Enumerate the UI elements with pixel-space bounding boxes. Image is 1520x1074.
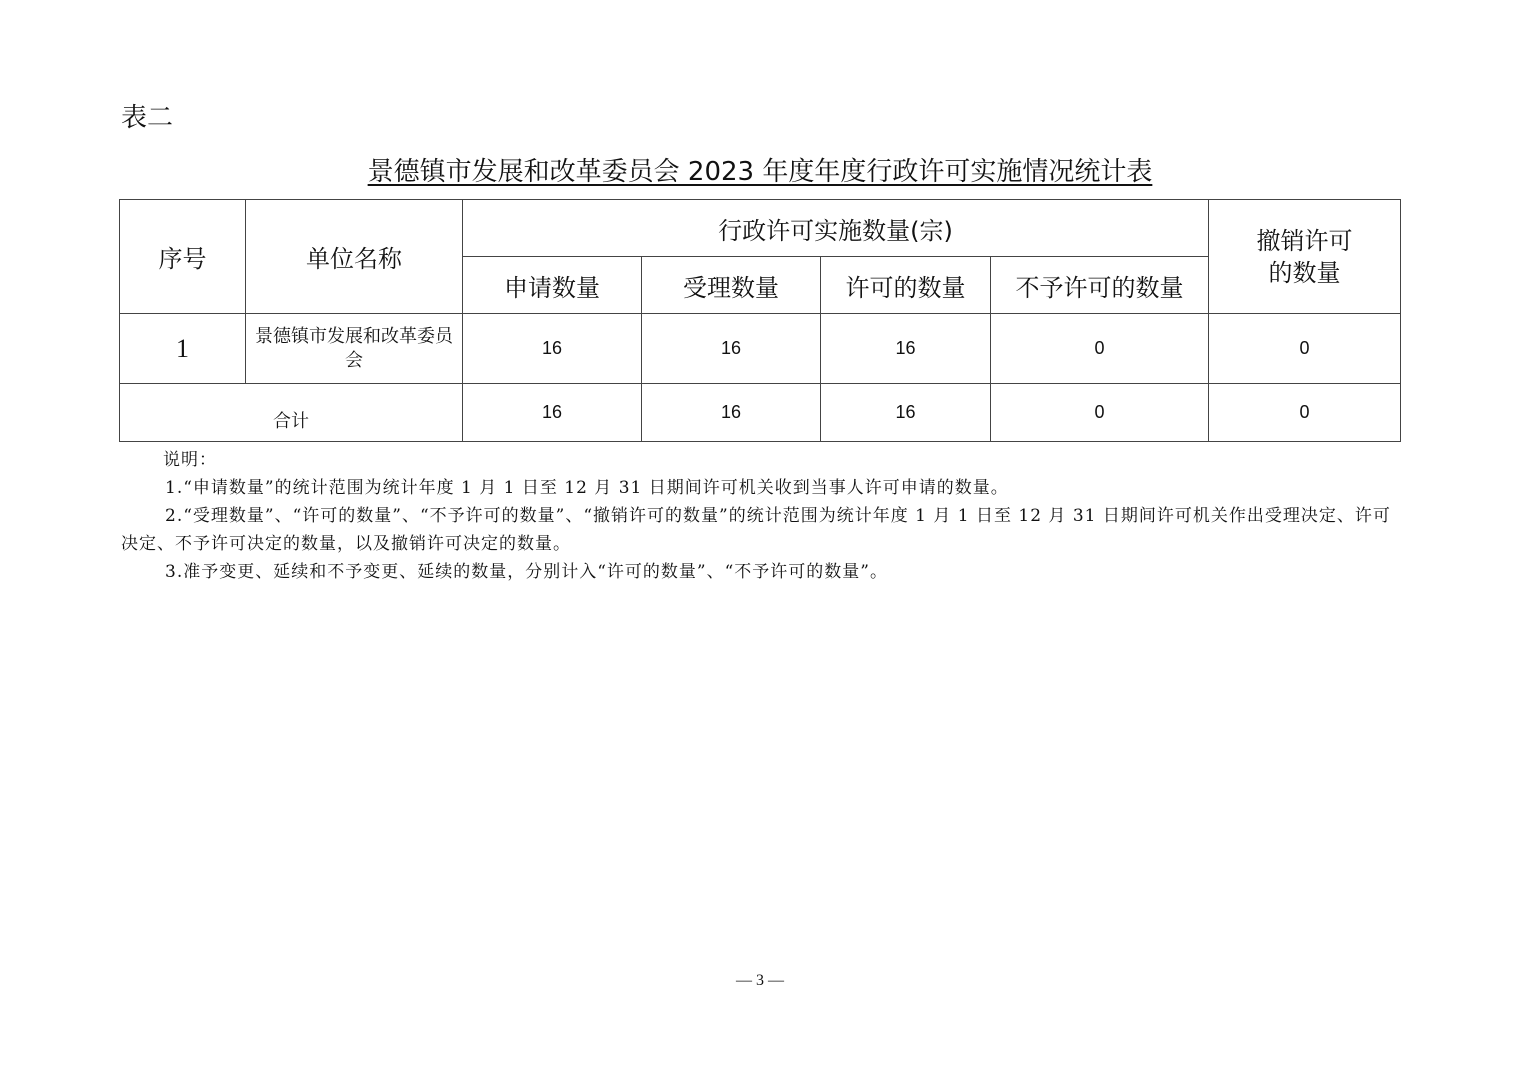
header-permit-count-group: 行政许可实施数量(宗) <box>463 200 1209 257</box>
total-row <box>120 384 1401 442</box>
table-row <box>120 314 1401 384</box>
note-item-2: 2.“受理数量”、“许可的数量”、“不予许可的数量”、“撤销许可的数量”的统计范围为统计年度 1 月 1 日至 12 月 31 日期间许可机关作出受理决定、许可决定、不予许可决定的数量，以及撤销许可决定的数量。 <box>121 506 1391 554</box>
header-applications: 申请数量 <box>463 257 642 314</box>
header-permitted: 许可的数量 <box>821 257 991 314</box>
notes-heading: 说明： <box>163 450 217 470</box>
total-accepted: 16 <box>642 384 821 442</box>
total-permitted: 16 <box>821 384 991 442</box>
row-permitted: 16 <box>821 314 991 384</box>
header-accepted: 受理数量 <box>642 257 821 314</box>
header-not-permitted: 不予许可的数量 <box>991 257 1209 314</box>
row-accepted: 16 <box>642 314 821 384</box>
title-text: 景德镇市发展和改革委员会 2023 年度年度行政许可实施情况统计表 <box>367 157 1153 187</box>
header-row-1 <box>120 200 1401 257</box>
total-applications: 16 <box>463 384 642 442</box>
row-applications: 16 <box>463 314 642 384</box>
document-title <box>120 154 1400 190</box>
notes-section <box>121 446 1396 586</box>
row-revoked: 0 <box>1209 314 1401 384</box>
row-unit-name: 景德镇市发展和改革委员会 <box>246 314 463 384</box>
table-label: 表二 <box>121 103 174 133</box>
total-not-permitted: 0 <box>991 384 1209 442</box>
header-seq: 序号 <box>120 200 246 314</box>
statistics-table <box>119 199 1401 442</box>
total-label: 合计 <box>120 384 463 442</box>
row-seq: 1 <box>120 314 246 384</box>
header-unit-name: 单位名称 <box>246 200 463 314</box>
note-item-1: 1.“申请数量”的统计范围为统计年度 1 月 1 日至 12 月 31 日期间许可机关收到当事人许可申请的数量。 <box>165 478 1009 498</box>
total-revoked: 0 <box>1209 384 1401 442</box>
page-number: — 3 — <box>736 972 784 989</box>
note-item-3: 3.准予变更、延续和不予变更、延续的数量，分别计入“许可的数量”、“不予许可的数量”。 <box>165 562 888 582</box>
header-revoke-count: 撤销许可的数量 <box>1209 200 1401 314</box>
row-not-permitted: 0 <box>991 314 1209 384</box>
